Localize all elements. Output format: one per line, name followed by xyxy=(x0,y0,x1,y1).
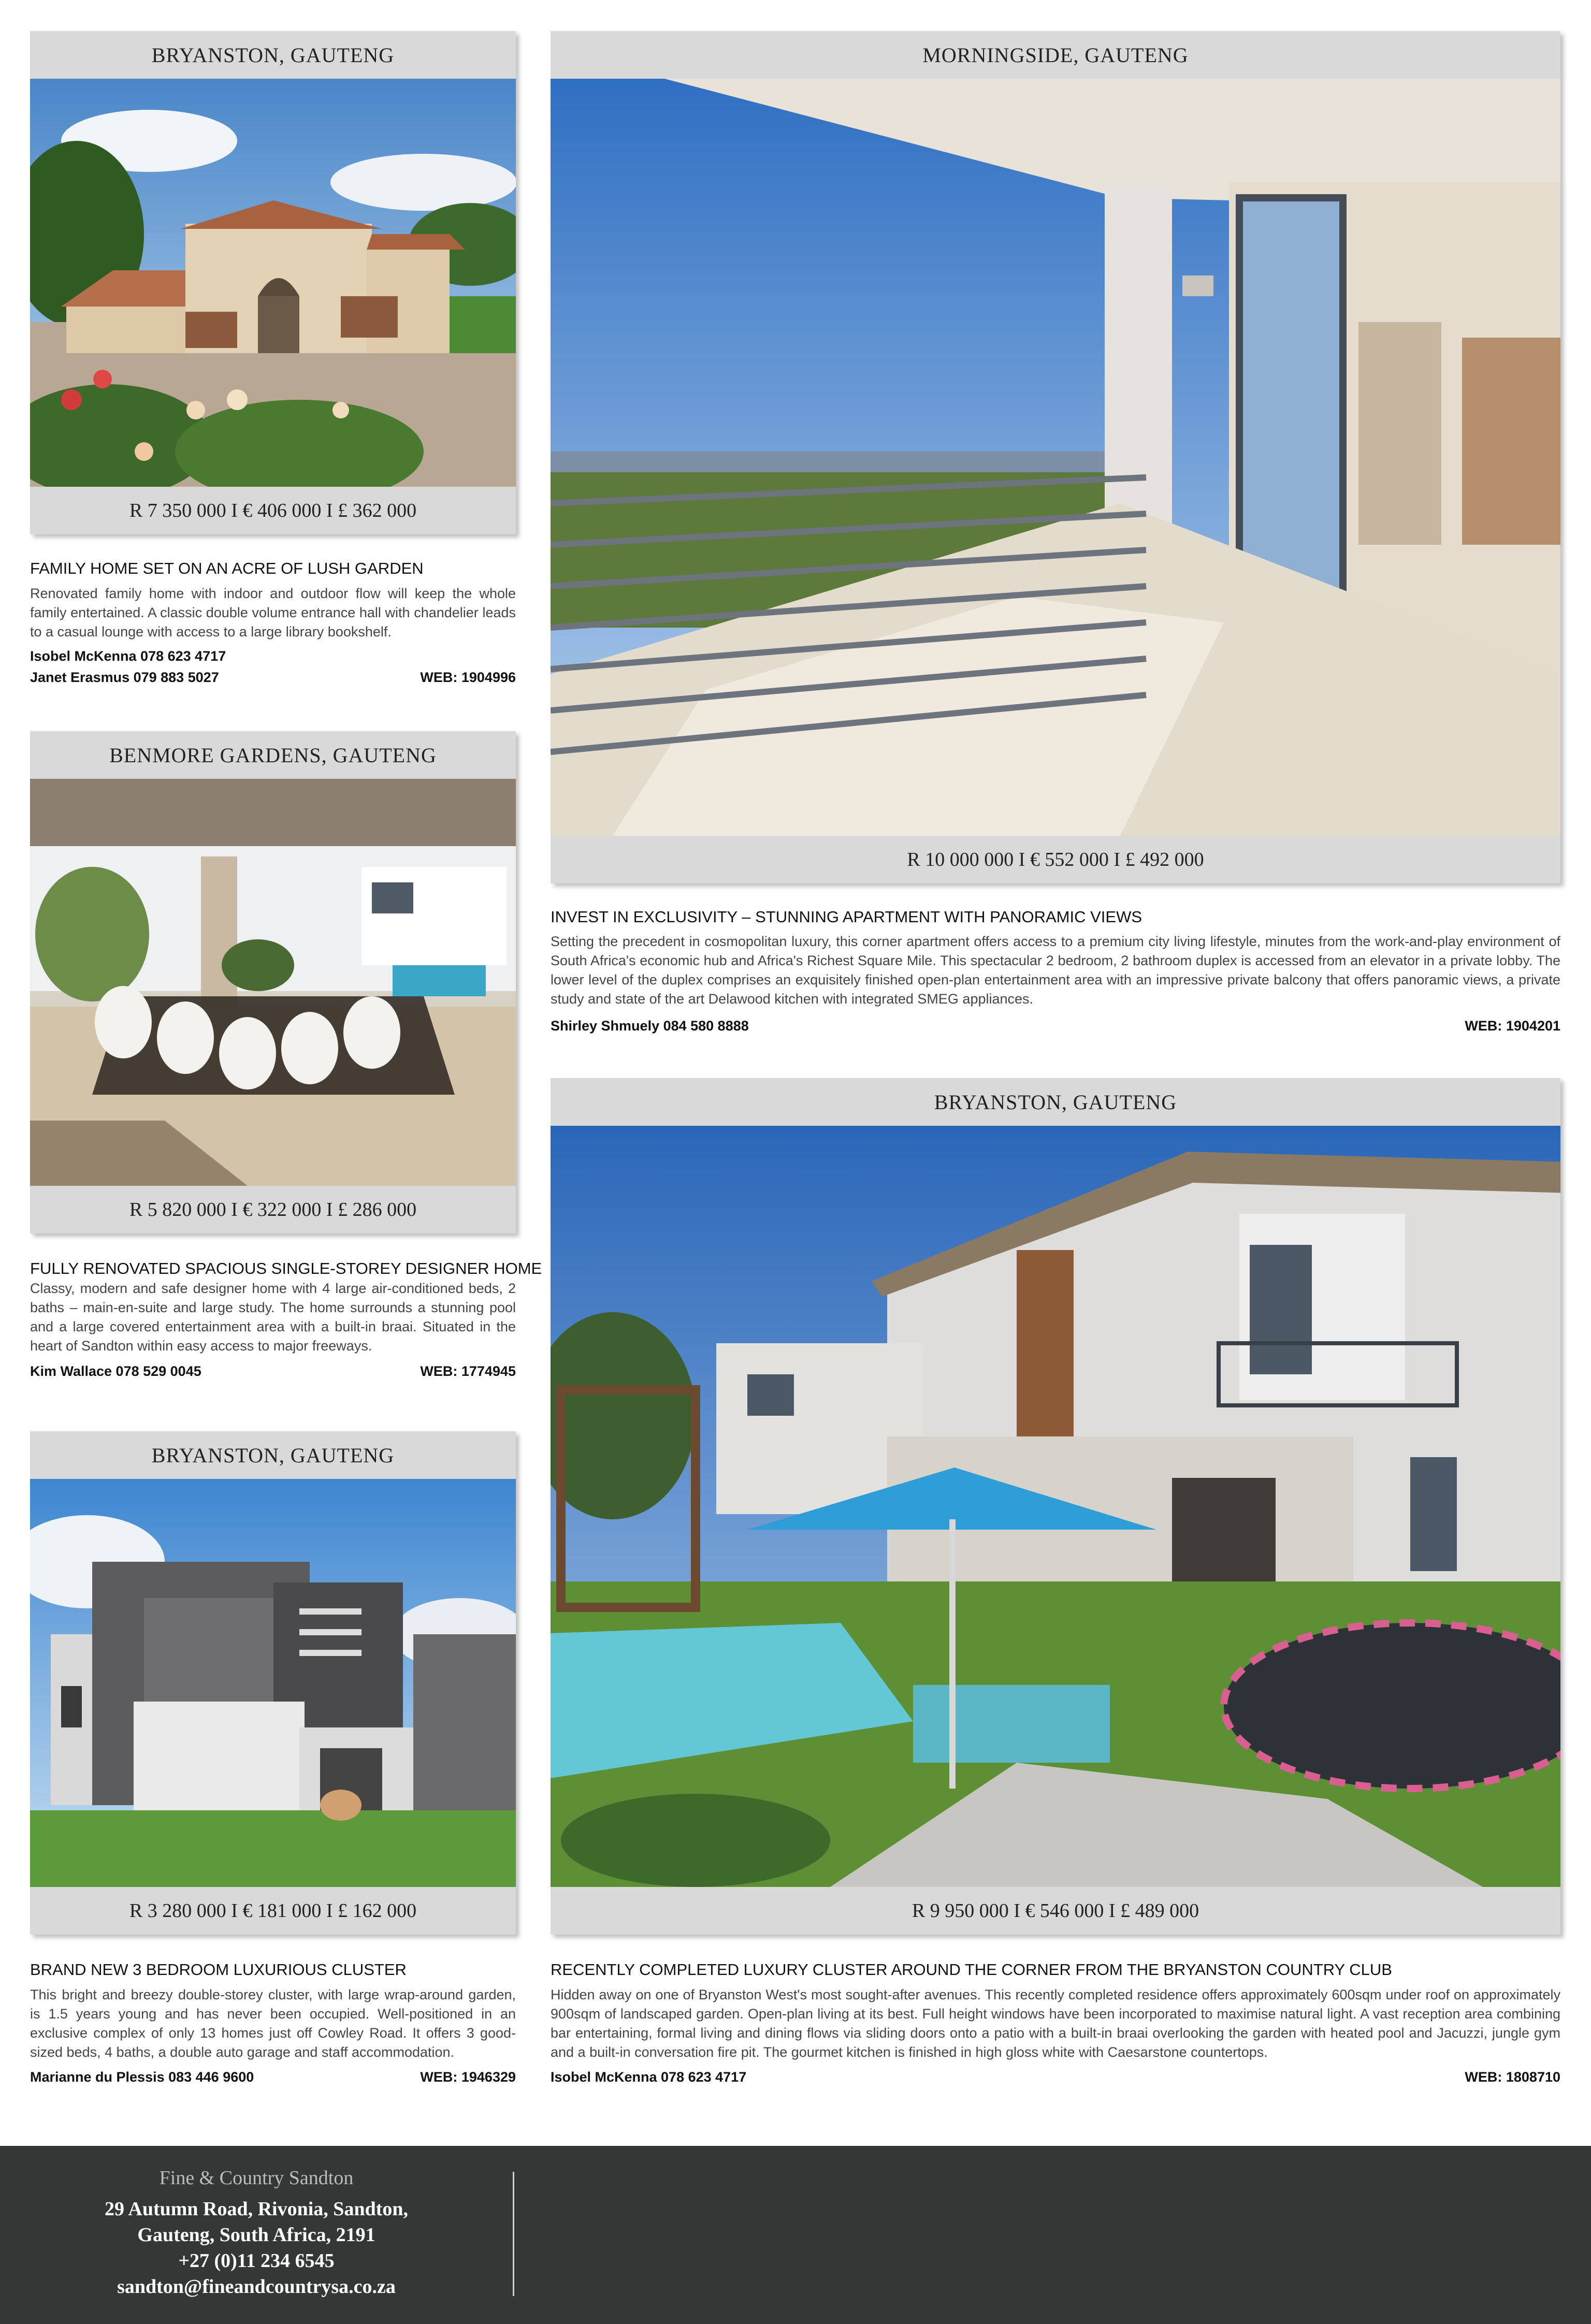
listing-location: BENMORE GARDENS, GAUTENG xyxy=(30,731,516,779)
listing-description: Renovated family home with indoor and outdoor flow will keep the whole family entertained. A classic double volume entrance hall with chandelier leads to a casual lounge with access to a large library bookshelf. xyxy=(30,586,516,640)
property-photo[interactable] xyxy=(551,1126,1560,1887)
listing-card-morningside[interactable] xyxy=(551,31,1560,883)
agent-contact[interactable]: Janet Erasmus 079 883 5027 xyxy=(30,670,219,685)
listing-card-bryanston-cluster[interactable] xyxy=(30,1431,516,1935)
listing-title: FULLY RENOVATED SPACIOUS SINGLE-STOREY DESIGNER HOME xyxy=(30,1259,542,1277)
property-photo[interactable] xyxy=(30,79,516,487)
listing-location: BRYANSTON, GAUTENG xyxy=(551,1078,1560,1126)
listing-card-bryanston-1[interactable] xyxy=(30,31,516,534)
office-phone[interactable]: +27 (0)11 234 6545 xyxy=(178,2250,335,2272)
listing-description: Hidden away on one of Bryanston West's most sought-after avenues. This recently completed residence offers approximately 600sqm under roof on approximately 900sqm of landscaped garden. Open-plan living at its best. Full height windows have been incorporated to maximise natural light. A vast reception area combining bar entertaining, formal living and dining flows via sliding doors onto a patio with a built-in braai overlooking the garden with heated pool and Jacuzzi, jungle gym and a built-in conversation fire pit. The gourmet kitchen is finished in high gloss white with Caesarstone countertops. xyxy=(551,1987,1560,2060)
listing-location: BRYANSTON, GAUTENG xyxy=(30,1431,516,1479)
listing-location: BRYANSTON, GAUTENG xyxy=(30,31,516,79)
agent-contact[interactable]: Marianne du Plessis 083 446 9600 xyxy=(30,2069,254,2085)
listing-card-benmore-gardens[interactable] xyxy=(30,731,516,1233)
office-name: Fine & Country Sandton xyxy=(159,2167,354,2189)
listing-price: R 9 950 000 I € 546 000 I £ 489 000 xyxy=(551,1887,1560,1935)
web-reference[interactable]: WEB: 1904201 xyxy=(1465,1018,1560,1034)
web-reference[interactable]: WEB: 1904996 xyxy=(420,670,516,685)
listing-card-bryanston-luxury[interactable] xyxy=(551,1078,1560,1935)
listing-title: RECENTLY COMPLETED LUXURY CLUSTER AROUND THE CORNER FROM THE BRYANSTON COUNTRY CLUB xyxy=(551,1960,1392,1979)
listing-price: R 10 000 000 I € 552 000 I £ 492 000 xyxy=(551,836,1560,883)
office-footer xyxy=(0,2146,1591,2324)
agent-contact[interactable]: Shirley Shmuely 084 580 8888 xyxy=(551,1018,749,1034)
listing-location: MORNINGSIDE, GAUTENG xyxy=(551,31,1560,79)
listing-description: Setting the precedent in cosmopolitan luxury, this corner apartment offers access to a premium city living lifestyle, minutes from the work-and-play environment of South Africa's economic hub and Africa's Richest Square Mile. This spectacular 2 bedroom, 2 bathroom duplex is accessed from an elevator in a private lobby. The lower level of the duplex comprises an exquisitely finished open-plan entertainment area with an impressive private balcony that offers panoramic views, a private study and state of the art Delawood kitchen with integrated SMEG appliances. xyxy=(551,934,1560,1007)
footer-divider xyxy=(513,2172,514,2296)
office-email[interactable]: sandton@fineandcountrysa.co.za xyxy=(117,2276,396,2298)
property-photo[interactable] xyxy=(551,79,1560,836)
web-reference[interactable]: WEB: 1808710 xyxy=(1465,2069,1560,2085)
agent-contact[interactable]: Kim Wallace 078 529 0045 xyxy=(30,1363,201,1379)
web-reference[interactable]: WEB: 1774945 xyxy=(420,1363,516,1379)
listing-description: This bright and breezy double-storey cluster, with large wrap-around garden, is 1.5 years young and has never been occupied. Well-positioned in an exclusive complex of only 13 homes just off Cowley Road. It offers 3 good-sized beds, 4 baths, a double auto garage and staff accommodation. xyxy=(30,1987,516,2060)
listing-price: R 7 350 000 I € 406 000 I £ 362 000 xyxy=(30,487,516,534)
property-photo[interactable] xyxy=(30,1479,516,1887)
office-address-line-2: Gauteng, South Africa, 2191 xyxy=(137,2224,375,2246)
listing-title: FAMILY HOME SET ON AN ACRE OF LUSH GARDEN xyxy=(30,559,424,577)
agent-contact[interactable]: Isobel McKenna 078 623 4717 xyxy=(551,2069,747,2085)
agent-contact[interactable]: Isobel McKenna 078 623 4717 xyxy=(30,648,226,664)
listing-price: R 5 820 000 I € 322 000 I £ 286 000 xyxy=(30,1186,516,1233)
listing-price: R 3 280 000 I € 181 000 I £ 162 000 xyxy=(30,1887,516,1935)
property-photo[interactable] xyxy=(30,779,516,1186)
listing-title: BRAND NEW 3 BEDROOM LUXURIOUS CLUSTER xyxy=(30,1960,407,1979)
web-reference[interactable]: WEB: 1946329 xyxy=(420,2069,516,2085)
office-address-line-1: 29 Autumn Road, Rivonia, Sandton, xyxy=(104,2198,408,2220)
listing-description: Classy, modern and safe designer home with 4 large air-conditioned beds, 2 baths – main-en-suite and large study. The home surrounds a stunning pool and a large covered entertainment area with a built-in braai. Situated in the heart of Sandton within easy access to major freeways. xyxy=(30,1281,516,1354)
listing-title: INVEST IN EXCLUSIVITY – STUNNING APARTMENT WITH PANORAMIC VIEWS xyxy=(551,908,1142,926)
